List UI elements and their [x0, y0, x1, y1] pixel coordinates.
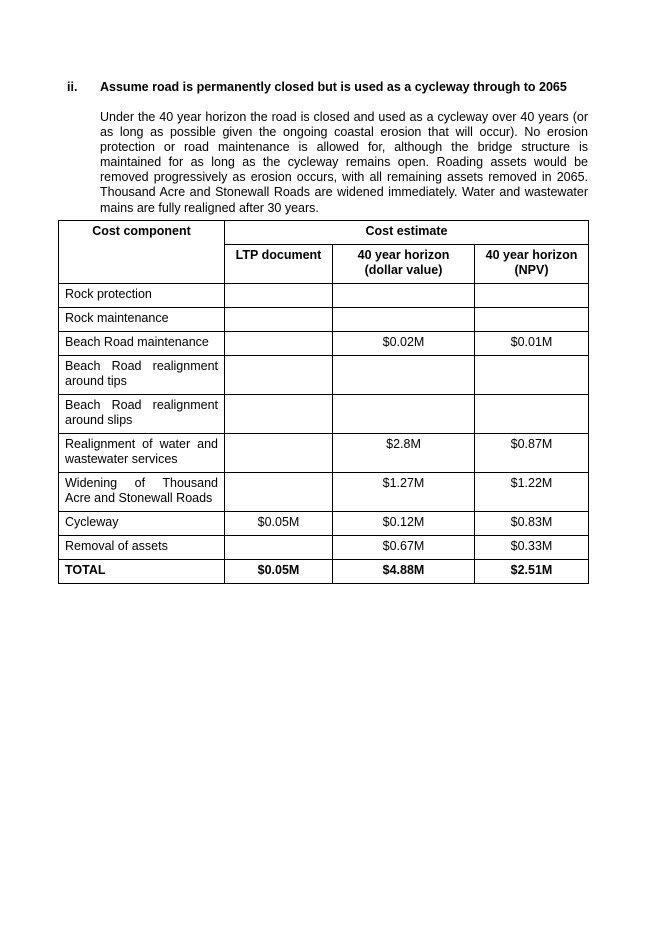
row-dollar [333, 308, 475, 332]
header-ltp-document: LTP document [225, 245, 333, 284]
row-dollar [333, 284, 475, 308]
table-row [59, 356, 589, 395]
row-npv [475, 308, 589, 332]
row-label: Realignment of water and wastewater services [59, 434, 225, 473]
table-row [59, 512, 589, 536]
row-npv [475, 395, 589, 434]
row-ltp [225, 284, 333, 308]
section-number: ii. [67, 80, 78, 94]
row-npv: $1.22M [475, 473, 589, 512]
table-row [59, 332, 589, 356]
row-ltp [225, 536, 333, 560]
table-total-row [59, 560, 589, 584]
row-ltp: $0.05M [225, 512, 333, 536]
row-label: Cycleway [59, 512, 225, 536]
header-40yr-npv: 40 year horizon (NPV) [475, 245, 589, 284]
row-dollar: $0.02M [333, 332, 475, 356]
row-ltp [225, 356, 333, 395]
row-npv [475, 284, 589, 308]
row-label: Removal of assets [59, 536, 225, 560]
row-ltp [225, 332, 333, 356]
row-dollar [333, 356, 475, 395]
table-row [59, 395, 589, 434]
table-header-row [59, 221, 589, 245]
row-label: Beach Road realignment around slips [59, 395, 225, 434]
row-dollar: $1.27M [333, 473, 475, 512]
row-label: Widening of Thousand Acre and Stonewall Roads [59, 473, 225, 512]
row-npv: $0.87M [475, 434, 589, 473]
row-label: Beach Road maintenance [59, 332, 225, 356]
row-ltp [225, 395, 333, 434]
total-npv: $2.51M [475, 560, 589, 584]
header-cost-estimate: Cost estimate [225, 221, 589, 245]
row-npv [475, 356, 589, 395]
row-label: Rock maintenance [59, 308, 225, 332]
table-row [59, 284, 589, 308]
cost-table [58, 220, 589, 584]
total-ltp: $0.05M [225, 560, 333, 584]
table-row [59, 536, 589, 560]
table-row [59, 308, 589, 332]
table-row [59, 473, 589, 512]
total-label: TOTAL [59, 560, 225, 584]
row-label: Beach Road realignment around tips [59, 356, 225, 395]
row-npv: $0.01M [475, 332, 589, 356]
row-npv: $0.33M [475, 536, 589, 560]
row-dollar: $2.8M [333, 434, 475, 473]
row-dollar: $0.67M [333, 536, 475, 560]
row-npv: $0.83M [475, 512, 589, 536]
table-row [59, 434, 589, 473]
row-ltp [225, 434, 333, 473]
row-ltp [225, 308, 333, 332]
row-ltp [225, 473, 333, 512]
header-cost-component: Cost component [59, 221, 225, 284]
total-dollar: $4.88M [333, 560, 475, 584]
section-title: Assume road is permanently closed but is used as a cycleway through to 2065 [100, 80, 567, 94]
section-heading [67, 80, 567, 94]
row-dollar [333, 395, 475, 434]
row-label: Rock protection [59, 284, 225, 308]
row-dollar: $0.12M [333, 512, 475, 536]
header-40yr-dollar: 40 year horizon (dollar value) [333, 245, 475, 284]
section-description: Under the 40 year horizon the road is closed and used as a cycleway over 40 years (or as long as possible given the ongoing coastal erosion that will occur). No erosion protection or road maintenance is allowed for, although the bridge structure is maintained for as long as the cycleway remains open. Roading assets would be removed progressively as erosion occurs, with all remaining assets removed in 2065. Thousand Acre and Stonewall Roads are widened immediately. Water and wastewater mains are fully realigned after 30 years. [100, 110, 588, 215]
